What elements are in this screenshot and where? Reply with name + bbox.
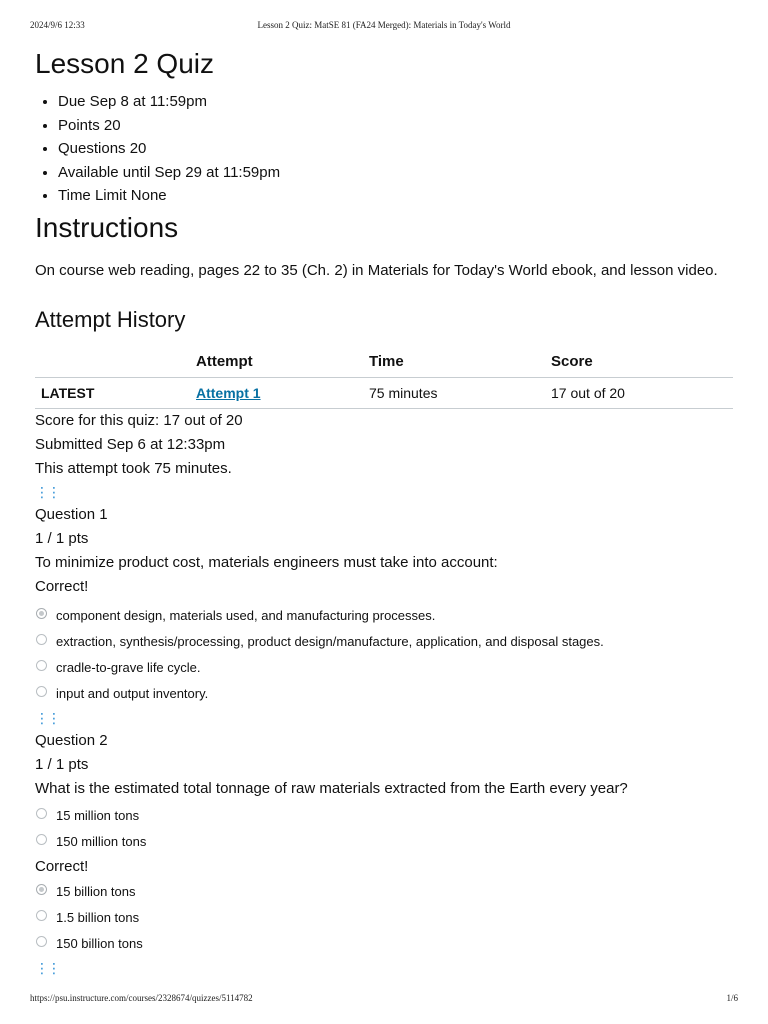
availability: • Available until Sep 29 at 11:59pm xyxy=(58,161,733,185)
drag-handle-icon[interactable]: ⋮⋮ xyxy=(35,483,59,500)
question-points: 1 / 1 pts xyxy=(35,755,89,773)
drag-handle-icon[interactable]: ⋮⋮ xyxy=(35,709,59,726)
print-datetime: 2024/9/6 12:33 xyxy=(30,20,85,30)
answer-text: 15 million tons xyxy=(56,807,140,823)
correct-label: Correct! xyxy=(35,577,89,595)
question-count: • Questions 20 xyxy=(58,137,733,161)
radio-icon[interactable] xyxy=(36,834,47,845)
answer-option[interactable] xyxy=(35,905,733,931)
print-url: https://psu.instructure.com/courses/2328674/quizzes/5114782 xyxy=(30,993,253,1003)
column-header-attempt: Attempt xyxy=(196,346,369,378)
answer-text: 1.5 billion tons xyxy=(56,909,140,925)
column-header-blank xyxy=(35,346,196,378)
submitted-time: Submitted Sep 6 at 12:33pm xyxy=(35,435,226,453)
attempt-time: 75 minutes xyxy=(369,377,551,408)
answer-option[interactable] xyxy=(35,629,733,655)
answer-text: cradle-to-grave life cycle. xyxy=(56,659,201,675)
correct-label: Correct! xyxy=(35,857,89,875)
answer-option[interactable] xyxy=(35,603,733,629)
answer-option[interactable] xyxy=(35,829,733,855)
table-header-row xyxy=(35,346,733,378)
answer-option[interactable] xyxy=(35,931,733,957)
attempt-score: 17 out of 20 xyxy=(551,377,733,408)
question-title: Question 1 xyxy=(35,505,108,523)
attempt-link[interactable]: Attempt 1 xyxy=(196,384,261,401)
radio-icon[interactable] xyxy=(36,808,47,819)
answer-option[interactable] xyxy=(35,879,733,905)
radio-icon[interactable] xyxy=(36,910,47,921)
instructions-text: On course web reading, pages 22 to 35 (Ch. 2) in Materials for Today's World ebook, and lesson video. xyxy=(35,261,718,279)
page-title: Lesson 2 Quiz xyxy=(35,48,214,79)
table-row xyxy=(35,377,733,408)
answer-text: component design, materials used, and manufacturing processes. xyxy=(56,607,436,623)
answer-text: 150 billion tons xyxy=(56,935,143,951)
question-text: To minimize product cost, materials engineers must take into account: xyxy=(35,553,498,571)
radio-selected-icon[interactable] xyxy=(36,884,47,895)
quiz-score: Score for this quiz: 17 out of 20 xyxy=(35,411,243,429)
time-limit: • Time Limit None xyxy=(58,184,733,208)
due-date: • Due Sep 8 at 11:59pm xyxy=(58,90,733,114)
quiz-details-list xyxy=(35,90,733,208)
radio-selected-icon[interactable] xyxy=(36,608,47,619)
answer-option[interactable] xyxy=(35,655,733,681)
attempt-history-table xyxy=(35,346,733,409)
question-1 xyxy=(35,503,733,707)
radio-icon[interactable] xyxy=(36,634,47,645)
points: • Points 20 xyxy=(58,114,733,138)
instructions-heading: Instructions xyxy=(35,211,179,243)
radio-icon[interactable] xyxy=(36,936,47,947)
radio-icon[interactable] xyxy=(36,660,47,671)
answer-option[interactable] xyxy=(35,803,733,829)
latest-label: LATEST xyxy=(35,377,196,408)
answer-option[interactable] xyxy=(35,681,733,707)
question-text: What is the estimated total tonnage of raw materials extracted from the Earth every year? xyxy=(35,779,628,797)
column-header-time: Time xyxy=(369,346,551,378)
question-points: 1 / 1 pts xyxy=(35,529,89,547)
answer-text: extraction, synthesis/processing, product design/manufacture, application, and disposal stages. xyxy=(56,633,604,649)
answer-text: input and output inventory. xyxy=(56,685,209,701)
print-page-title: Lesson 2 Quiz: MatSE 81 (FA24 Merged): Materials in Today's World xyxy=(257,20,511,30)
answer-text: 15 billion tons xyxy=(56,883,136,899)
drag-handle-icon[interactable]: ⋮⋮ xyxy=(35,959,59,976)
radio-icon[interactable] xyxy=(36,686,47,697)
quiz-content xyxy=(35,44,733,979)
attempt-duration: This attempt took 75 minutes. xyxy=(35,459,232,477)
question-2 xyxy=(35,729,733,957)
answer-text: 150 million tons xyxy=(56,833,147,849)
question-title: Question 2 xyxy=(35,731,108,749)
column-header-score: Score xyxy=(551,346,733,378)
attempt-history-heading: Attempt History xyxy=(35,306,186,332)
print-page-number: 1/6 xyxy=(726,993,738,1003)
